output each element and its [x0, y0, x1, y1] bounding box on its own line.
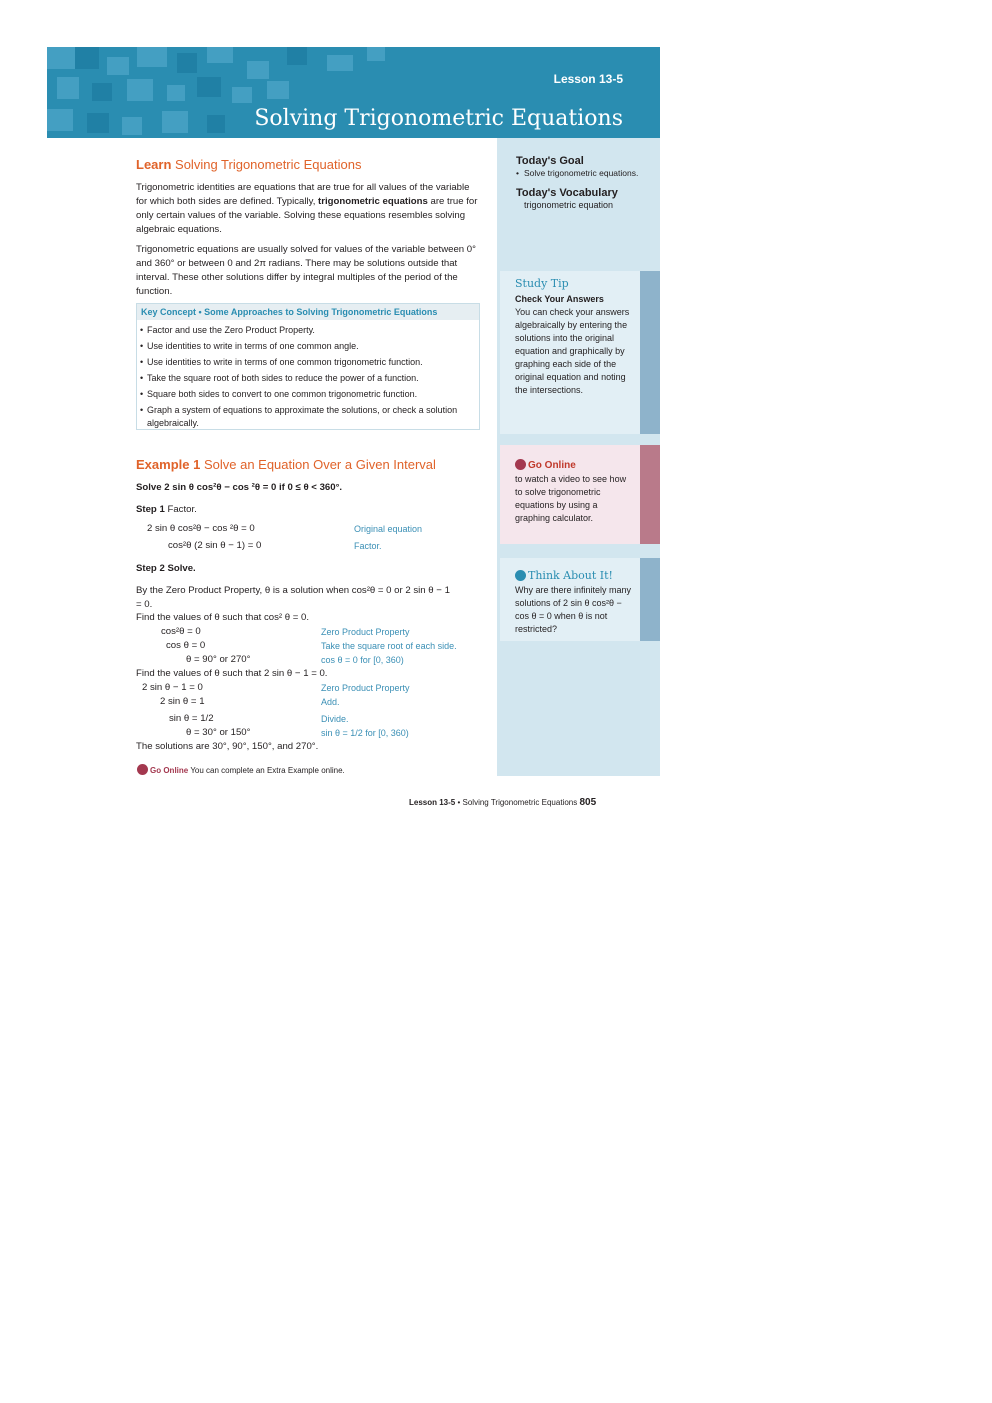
- vocab-item: trigonometric equation: [524, 200, 614, 210]
- example-prompt: Solve 2 sin θ cos²θ − cos ²θ = 0 if 0 ≤ θ < 360°.: [136, 482, 343, 493]
- go-online-strip: [640, 445, 660, 544]
- go-online-sidebar[interactable]: [515, 455, 635, 525]
- think-about-it: [515, 566, 637, 636]
- goal-item: • Solve trigonometric equations.: [516, 168, 639, 178]
- equation-note: Zero Product Property: [321, 683, 410, 693]
- think-text: Why are there infinitely many solutions of 2 sin θ cos²θ − cos θ = 0 when θ is not restricted?: [515, 585, 632, 634]
- equation-note: Add.: [321, 697, 340, 707]
- study-tip: [515, 277, 637, 397]
- think-title: Think About It!: [528, 569, 613, 582]
- equation: 2 sin θ = 1: [160, 696, 205, 707]
- equation: 2 sin θ − 1 = 0: [142, 682, 203, 693]
- find-text-2: Find the values of θ such that 2 sin θ − 1 = 0.: [136, 668, 328, 679]
- think-icon: [515, 570, 526, 581]
- equation: θ = 90° or 270°: [186, 654, 251, 665]
- think-strip: [640, 558, 660, 641]
- page-number: 805: [579, 797, 597, 808]
- equation-note: Divide.: [321, 714, 349, 724]
- key-concept-box: [136, 303, 480, 430]
- list-item: • Use identities to write in terms of one common angle.: [147, 338, 479, 354]
- go-online-example-text: You can complete an Extra Example online.: [190, 766, 345, 775]
- solutions-text: The solutions are 30°, 90°, 150°, and 270°.: [136, 741, 319, 752]
- equation-note: Factor.: [354, 541, 382, 551]
- example-heading: Example 1 Solve an Equation Over a Given Interval: [136, 457, 436, 472]
- equation-note: Take the square root of each side.: [321, 641, 457, 651]
- equation-note: Zero Product Property: [321, 627, 410, 637]
- list-item: • Take the square root of both sides to reduce the power of a function.: [147, 370, 479, 386]
- key-concept-list: [137, 322, 479, 430]
- list-item: • Use identities to write in terms of one common trigonometric function.: [147, 354, 479, 370]
- step-2: Step 2 Solve.: [136, 563, 196, 574]
- go-online-link[interactable]: Go Online: [150, 766, 189, 775]
- page-footer: Lesson 13-5 • Solving Trigonometric Equations 805: [409, 797, 597, 808]
- equation-note: Original equation: [354, 524, 423, 534]
- equation: cos²θ (2 sin θ − 1) = 0: [168, 540, 262, 551]
- learn-paragraph-1: Trigonometric identities are equations that are true for all values of the variable for which both sides are defined. Typically, trigonometric equations are true for only certain values of the variable. Solving these equations resembles solving algebraic equations.: [136, 182, 478, 235]
- study-tip-title: Study Tip: [515, 277, 569, 290]
- step-1: Step 1 Factor.: [136, 504, 197, 515]
- list-item: • Factor and use the Zero Product Property.: [147, 322, 479, 338]
- go-online-text: to watch a video to see how to solve trigonometric equations by using a graphing calculator.: [515, 474, 627, 523]
- find-text-1: Find the values of θ such that cos² θ = 0.: [136, 612, 310, 623]
- video-icon: [515, 459, 526, 470]
- study-tip-strip: [640, 271, 660, 434]
- equation: cos θ = 0: [166, 640, 206, 651]
- key-concept-heading: Key Concept • Some Approaches to Solving Trigonometric Equations: [137, 304, 479, 320]
- equation: cos²θ = 0: [161, 626, 201, 637]
- list-item: • Graph a system of equations to approximate the solutions, or check a solution algebraically.: [147, 404, 479, 430]
- go-online-title[interactable]: Go Online: [528, 460, 576, 471]
- equation: θ = 30° or 150°: [186, 727, 251, 738]
- lesson-banner: [47, 47, 660, 138]
- list-item: • Square both sides to convert to one common trigonometric function.: [147, 386, 479, 402]
- page-title: Solving Trigonometric Equations: [254, 106, 623, 131]
- learn-heading: Learn Solving Trigonometric Equations: [136, 157, 362, 172]
- equation: 2 sin θ cos²θ − cos ²θ = 0: [147, 523, 255, 534]
- goal-title: Today's Goal: [516, 155, 584, 167]
- equation-note: sin θ = 1/2 for [0, 360): [321, 728, 409, 738]
- footer-title: Solving Trigonometric Equations: [462, 798, 578, 807]
- lesson-label: Lesson 13-5: [553, 72, 623, 86]
- study-tip-heading: Check Your Answers: [515, 294, 604, 304]
- go-online-example[interactable]: [137, 764, 345, 775]
- zpp-text: By the Zero Product Property, θ is a solution when cos²θ = 0 or 2 sin θ − 1 = 0.: [136, 585, 450, 610]
- footer-lesson: Lesson 13-5: [409, 798, 456, 807]
- equation: sin θ = 1/2: [169, 713, 214, 724]
- vocab-title: Today's Vocabulary: [516, 187, 618, 199]
- equation-note: cos θ = 0 for [0, 360): [321, 655, 404, 665]
- learn-paragraph-2: Trigonometric equations are usually solved for values of the variable between 0° and 360° or between 0 and 2π radians. There may be solutions outside that interval. These other solutions differ by integral multiples of the period of the function.: [136, 244, 476, 297]
- go-online-icon: [137, 764, 148, 775]
- study-tip-text: You can check your answers algebraically by entering the solutions into the original equation and graphically by graphing each side of the original equation and noting the intersections.: [515, 307, 630, 395]
- todays-goal: [516, 155, 646, 212]
